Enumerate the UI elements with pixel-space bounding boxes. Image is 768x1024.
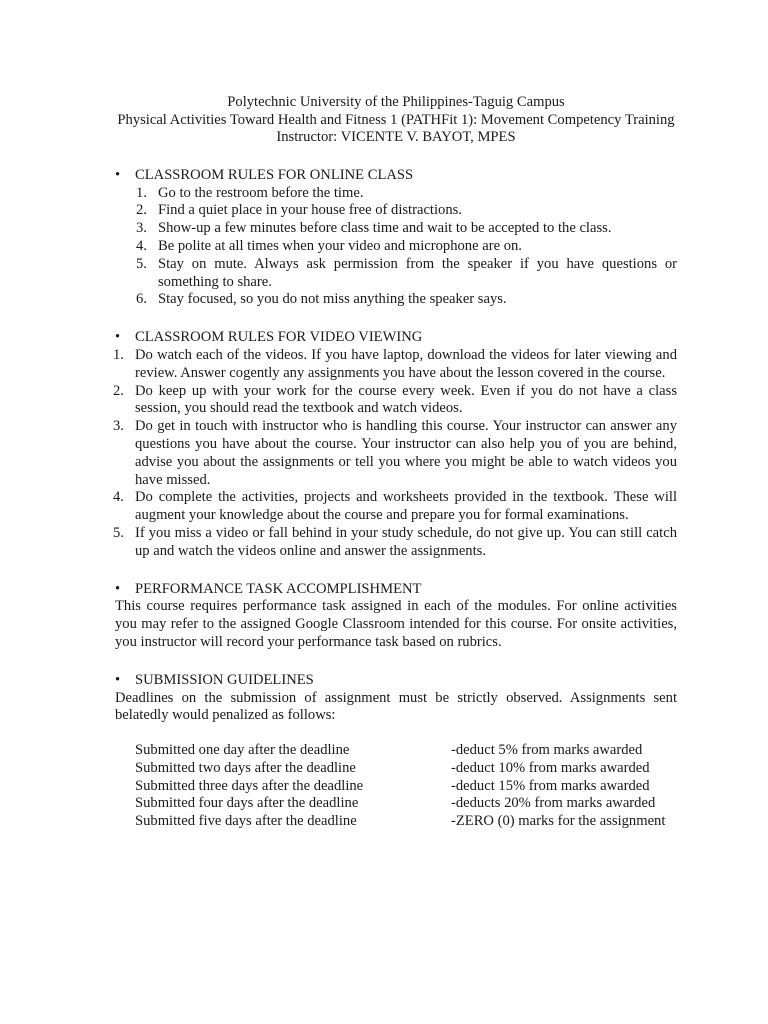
document-header: [115, 94, 677, 147]
performance-body: This course requires performance task assigned in each of the modules. For online activities you may refer to the assigned Google Classroom intended for this course. For onsite activities, you instructor will record your performance task based on rubrics.: [115, 598, 677, 650]
online-rules-list: [115, 185, 677, 310]
submission-heading: [115, 672, 677, 690]
penalty-deduction: -deduct 10% from marks awarded: [451, 759, 650, 776]
list-item: 5. If you miss a video or fall behind in your study schedule, do not give up. You can still catch up and watch the videos online and answer the assignments.: [113, 524, 677, 559]
penalty-row: [135, 760, 677, 778]
list-item: 2. Find a quiet place in your house free of distractions.: [136, 202, 462, 219]
list-item: 5. Stay on mute. Always ask permission from the speaker if you have questions or something to share.: [136, 255, 677, 290]
penalty-deduction: -deduct 5% from marks awarded: [451, 742, 643, 759]
instructor-line: Instructor: VICENTE V. BAYOT, MPES: [276, 129, 516, 146]
video-rules-title: CLASSROOM RULES FOR VIDEO VIEWING: [135, 329, 423, 346]
penalty-when: Submitted five days after the deadline: [135, 813, 357, 830]
penalty-when: Submitted two days after the deadline: [135, 759, 356, 776]
video-rules-heading: [115, 329, 677, 347]
list-item: 4. Be polite at all times when your video and microphone are on.: [136, 237, 522, 254]
penalty-row: [135, 813, 677, 831]
list-item: 1. Go to the restroom before the time.: [136, 184, 364, 201]
penalty-table: [115, 742, 677, 831]
list-item: 6. Stay focused, so you do not miss anything the speaker says.: [136, 291, 507, 308]
list-item: 1. Do watch each of the videos. If you have laptop, download the videos for later viewing and review. Answer cogently any assignments you have about the lesson covered in the course.: [113, 346, 677, 381]
submission-section: [115, 672, 677, 831]
submission-title: SUBMISSION GUIDELINES: [135, 671, 314, 688]
video-rules-section: [115, 329, 677, 560]
submission-body: Deadlines on the submission of assignment must be strictly observed. Assignments sent belatedly would penalized as follows:: [115, 689, 677, 724]
penalty-row: [135, 742, 677, 760]
course-title: Physical Activities Toward Health and Fitness 1 (PATHFit 1): Movement Competency Training: [117, 111, 675, 128]
penalty-row: [135, 778, 677, 796]
penalty-deduction: -deducts 20% from marks awarded: [451, 795, 656, 812]
performance-section: [115, 581, 677, 652]
penalty-row: [135, 795, 677, 813]
bullet-icon: •: [115, 580, 121, 597]
university-name: Polytechnic University of the Philippines-Taguig Campus: [227, 94, 565, 110]
performance-title: PERFORMANCE TASK ACCOMPLISHMENT: [135, 580, 422, 597]
performance-heading: [115, 581, 677, 599]
list-item: 3. Do get in touch with instructor who is handling this course. Your instructor can answer any questions you have about the course. Your instructor can also help you of you are behind, advise you about the assignments or tell you where you might be able to watch videos you have missed.: [113, 418, 677, 488]
list-item: 2. Do keep up with your work for the course every week. Even if you do not have a class session, you should read the textbook and watch videos.: [113, 382, 677, 417]
list-item: 4. Do complete the activities, projects and worksheets provided in the textbook. These will augment your knowledge about the course and prepare you for formal examinations.: [113, 489, 677, 524]
online-rules-section: [115, 167, 677, 309]
bullet-icon: •: [115, 329, 121, 346]
penalty-when: Submitted four days after the deadline: [135, 795, 359, 812]
bullet-icon: •: [115, 671, 121, 688]
online-rules-heading: [115, 167, 677, 185]
online-rules-title: CLASSROOM RULES FOR ONLINE CLASS: [135, 166, 414, 183]
document-page: [115, 94, 677, 831]
penalty-deduction: -ZERO (0) marks for the assignment: [451, 813, 666, 830]
penalty-when: Submitted one day after the deadline: [135, 742, 350, 759]
bullet-icon: •: [115, 166, 121, 183]
video-rules-list: [115, 347, 677, 561]
list-item: 3. Show-up a few minutes before class time and wait to be accepted to the class.: [136, 220, 612, 237]
penalty-deduction: -deduct 15% from marks awarded: [451, 777, 650, 794]
penalty-when: Submitted three days after the deadline: [135, 777, 364, 794]
